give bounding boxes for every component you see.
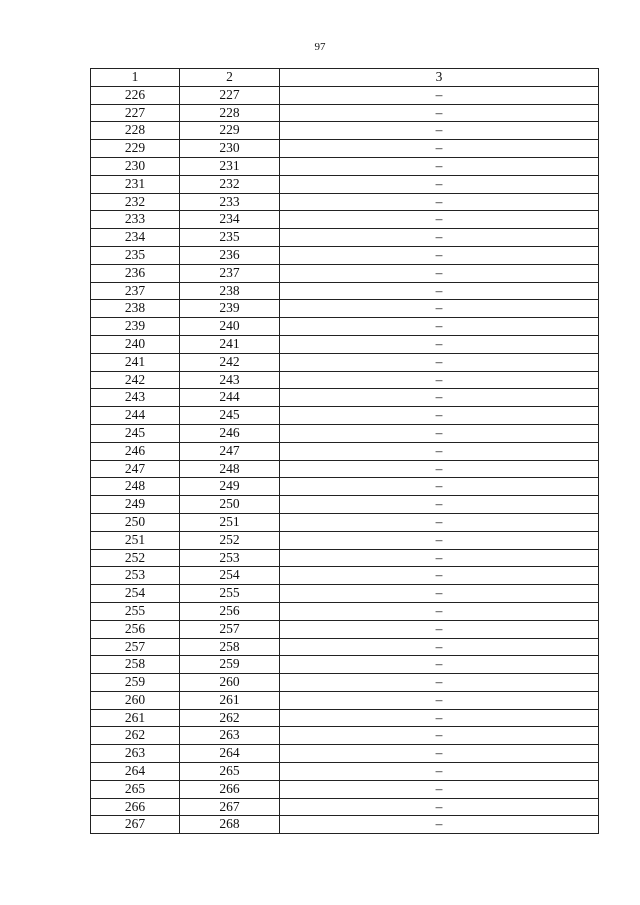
table-row bbox=[91, 371, 599, 389]
table-cell-col3: – bbox=[280, 122, 599, 140]
table-row bbox=[91, 86, 599, 104]
table-cell-col2: 266 bbox=[180, 780, 280, 798]
table-cell-col2: 230 bbox=[180, 140, 280, 158]
table-cell-col3: – bbox=[280, 193, 599, 211]
table-cell-col3: – bbox=[280, 745, 599, 763]
table-cell-col1: 236 bbox=[91, 264, 180, 282]
table-cell-col3: – bbox=[280, 318, 599, 336]
table-cell-col3: – bbox=[280, 460, 599, 478]
table-cell-col3: – bbox=[280, 175, 599, 193]
table-cell-col3: – bbox=[280, 407, 599, 425]
table-row bbox=[91, 407, 599, 425]
table-cell-col2: 268 bbox=[180, 816, 280, 834]
table-cell-col1: 231 bbox=[91, 175, 180, 193]
table-cell-col2: 234 bbox=[180, 211, 280, 229]
table-cell-col2: 251 bbox=[180, 513, 280, 531]
table-cell-col2: 260 bbox=[180, 674, 280, 692]
table-cell-col2: 249 bbox=[180, 478, 280, 496]
table-cell-col2: 231 bbox=[180, 157, 280, 175]
table-row bbox=[91, 460, 599, 478]
table-cell-col2: 254 bbox=[180, 567, 280, 585]
table-cell-col3: – bbox=[280, 86, 599, 104]
table-cell-col1: 262 bbox=[91, 727, 180, 745]
table-cell-col1: 260 bbox=[91, 691, 180, 709]
table-cell-col1: 266 bbox=[91, 798, 180, 816]
table-cell-col3: – bbox=[280, 140, 599, 158]
table-cell-col2: 247 bbox=[180, 442, 280, 460]
table-cell-col2: 256 bbox=[180, 602, 280, 620]
table-cell-col1: 245 bbox=[91, 424, 180, 442]
table-row bbox=[91, 531, 599, 549]
table-cell-col2: 229 bbox=[180, 122, 280, 140]
table-row bbox=[91, 175, 599, 193]
table-cell-col3: – bbox=[280, 335, 599, 353]
table-cell-col1: 265 bbox=[91, 780, 180, 798]
table-cell-col1: 257 bbox=[91, 638, 180, 656]
table-row bbox=[91, 567, 599, 585]
table-row bbox=[91, 353, 599, 371]
column-header-3: 3 bbox=[280, 69, 599, 87]
table-cell-col2: 255 bbox=[180, 585, 280, 603]
table-cell-col1: 267 bbox=[91, 816, 180, 834]
table-row bbox=[91, 727, 599, 745]
table-row bbox=[91, 763, 599, 781]
table-cell-col3: – bbox=[280, 157, 599, 175]
table-cell-col1: 261 bbox=[91, 709, 180, 727]
table-cell-col2: 263 bbox=[180, 727, 280, 745]
header-row bbox=[91, 69, 599, 87]
table-cell-col1: 238 bbox=[91, 300, 180, 318]
table-cell-col3: – bbox=[280, 798, 599, 816]
table-cell-col2: 261 bbox=[180, 691, 280, 709]
data-table bbox=[90, 68, 599, 834]
table-cell-col1: 250 bbox=[91, 513, 180, 531]
table-cell-col3: – bbox=[280, 424, 599, 442]
table-cell-col1: 244 bbox=[91, 407, 180, 425]
table-cell-col1: 230 bbox=[91, 157, 180, 175]
table-row bbox=[91, 264, 599, 282]
table-cell-col2: 237 bbox=[180, 264, 280, 282]
table-cell-col3: – bbox=[280, 691, 599, 709]
table-cell-col3: – bbox=[280, 763, 599, 781]
table-cell-col2: 253 bbox=[180, 549, 280, 567]
table-cell-col3: – bbox=[280, 104, 599, 122]
table-cell-col1: 235 bbox=[91, 246, 180, 264]
table-row bbox=[91, 442, 599, 460]
table-cell-col1: 233 bbox=[91, 211, 180, 229]
table-row bbox=[91, 335, 599, 353]
table-cell-col3: – bbox=[280, 371, 599, 389]
table-cell-col1: 226 bbox=[91, 86, 180, 104]
table-cell-col1: 239 bbox=[91, 318, 180, 336]
table-row bbox=[91, 602, 599, 620]
table-cell-col3: – bbox=[280, 674, 599, 692]
table-cell-col1: 249 bbox=[91, 496, 180, 514]
table-cell-col3: – bbox=[280, 496, 599, 514]
table-cell-col1: 247 bbox=[91, 460, 180, 478]
table-cell-col2: 248 bbox=[180, 460, 280, 478]
table-row bbox=[91, 229, 599, 247]
table-row bbox=[91, 157, 599, 175]
table-row bbox=[91, 424, 599, 442]
table-cell-col3: – bbox=[280, 264, 599, 282]
table-cell-col2: 264 bbox=[180, 745, 280, 763]
table-row bbox=[91, 816, 599, 834]
table-row bbox=[91, 798, 599, 816]
table-cell-col2: 227 bbox=[180, 86, 280, 104]
table-cell-col2: 240 bbox=[180, 318, 280, 336]
table-row bbox=[91, 140, 599, 158]
table-cell-col2: 250 bbox=[180, 496, 280, 514]
table-cell-col1: 243 bbox=[91, 389, 180, 407]
table-cell-col1: 252 bbox=[91, 549, 180, 567]
table-row bbox=[91, 104, 599, 122]
table-cell-col3: – bbox=[280, 602, 599, 620]
table-cell-col3: – bbox=[280, 709, 599, 727]
table-cell-col3: – bbox=[280, 816, 599, 834]
table-row bbox=[91, 780, 599, 798]
table-cell-col3: – bbox=[280, 531, 599, 549]
table-cell-col3: – bbox=[280, 211, 599, 229]
table-body bbox=[91, 86, 599, 833]
table-row bbox=[91, 282, 599, 300]
table-cell-col3: – bbox=[280, 727, 599, 745]
table-cell-col1: 237 bbox=[91, 282, 180, 300]
table-row bbox=[91, 211, 599, 229]
table-cell-col3: – bbox=[280, 246, 599, 264]
table-cell-col3: – bbox=[280, 638, 599, 656]
table-cell-col1: 253 bbox=[91, 567, 180, 585]
table-cell-col2: 258 bbox=[180, 638, 280, 656]
table-cell-col3: – bbox=[280, 229, 599, 247]
table-cell-col1: 264 bbox=[91, 763, 180, 781]
table-cell-col1: 263 bbox=[91, 745, 180, 763]
table-row bbox=[91, 691, 599, 709]
table-cell-col2: 245 bbox=[180, 407, 280, 425]
table-row bbox=[91, 549, 599, 567]
table-cell-col1: 248 bbox=[91, 478, 180, 496]
table-cell-col3: – bbox=[280, 282, 599, 300]
table-cell-col3: – bbox=[280, 478, 599, 496]
table-cell-col3: – bbox=[280, 513, 599, 531]
table-cell-col3: – bbox=[280, 620, 599, 638]
table-cell-col1: 255 bbox=[91, 602, 180, 620]
table-row bbox=[91, 389, 599, 407]
table-row bbox=[91, 300, 599, 318]
table-cell-col1: 242 bbox=[91, 371, 180, 389]
table-cell-col2: 244 bbox=[180, 389, 280, 407]
table-cell-col3: – bbox=[280, 442, 599, 460]
table-cell-col2: 262 bbox=[180, 709, 280, 727]
table-cell-col2: 239 bbox=[180, 300, 280, 318]
table-row bbox=[91, 513, 599, 531]
column-header-1: 1 bbox=[91, 69, 180, 87]
column-header-2: 2 bbox=[180, 69, 280, 87]
table-cell-col1: 241 bbox=[91, 353, 180, 371]
table-cell-col2: 236 bbox=[180, 246, 280, 264]
table-cell-col2: 232 bbox=[180, 175, 280, 193]
table-cell-col2: 257 bbox=[180, 620, 280, 638]
table-cell-col2: 238 bbox=[180, 282, 280, 300]
table-cell-col3: – bbox=[280, 656, 599, 674]
table-row bbox=[91, 246, 599, 264]
table-cell-col1: 251 bbox=[91, 531, 180, 549]
table-cell-col1: 232 bbox=[91, 193, 180, 211]
table-row bbox=[91, 656, 599, 674]
table-row bbox=[91, 745, 599, 763]
table-row bbox=[91, 709, 599, 727]
table-cell-col2: 242 bbox=[180, 353, 280, 371]
table-cell-col2: 241 bbox=[180, 335, 280, 353]
table-row bbox=[91, 638, 599, 656]
table-cell-col1: 234 bbox=[91, 229, 180, 247]
table-row bbox=[91, 674, 599, 692]
table-cell-col1: 254 bbox=[91, 585, 180, 603]
page-number: 97 bbox=[314, 41, 326, 53]
table-cell-col1: 259 bbox=[91, 674, 180, 692]
table-cell-col1: 256 bbox=[91, 620, 180, 638]
table-cell-col3: – bbox=[280, 389, 599, 407]
table-cell-col3: – bbox=[280, 567, 599, 585]
table-cell-col3: – bbox=[280, 585, 599, 603]
table-cell-col2: 228 bbox=[180, 104, 280, 122]
table-row bbox=[91, 478, 599, 496]
table-cell-col2: 252 bbox=[180, 531, 280, 549]
table-cell-col2: 233 bbox=[180, 193, 280, 211]
table-row bbox=[91, 620, 599, 638]
table-cell-col1: 246 bbox=[91, 442, 180, 460]
table-cell-col3: – bbox=[280, 780, 599, 798]
table-row bbox=[91, 193, 599, 211]
table-cell-col2: 259 bbox=[180, 656, 280, 674]
table-cell-col2: 243 bbox=[180, 371, 280, 389]
table-cell-col2: 235 bbox=[180, 229, 280, 247]
table-cell-col3: – bbox=[280, 353, 599, 371]
table-cell-col1: 229 bbox=[91, 140, 180, 158]
table-cell-col3: – bbox=[280, 549, 599, 567]
table-cell-col2: 265 bbox=[180, 763, 280, 781]
table-cell-col2: 246 bbox=[180, 424, 280, 442]
table-row bbox=[91, 122, 599, 140]
table-cell-col3: – bbox=[280, 300, 599, 318]
table-cell-col1: 258 bbox=[91, 656, 180, 674]
table-cell-col2: 267 bbox=[180, 798, 280, 816]
table-cell-col1: 228 bbox=[91, 122, 180, 140]
table-row bbox=[91, 318, 599, 336]
table-row bbox=[91, 496, 599, 514]
table-row bbox=[91, 585, 599, 603]
table-cell-col1: 227 bbox=[91, 104, 180, 122]
table-cell-col1: 240 bbox=[91, 335, 180, 353]
